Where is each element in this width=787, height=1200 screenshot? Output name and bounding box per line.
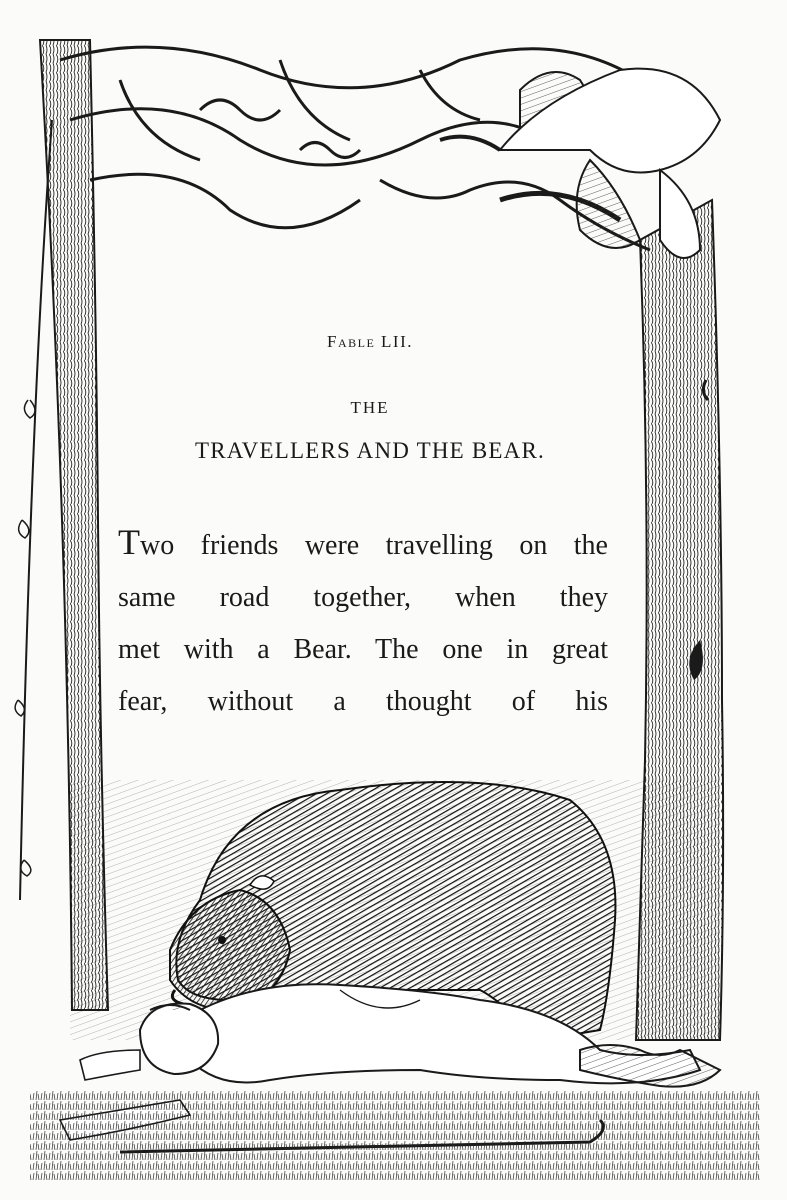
heading-block — [100, 320, 620, 464]
fable-body-text — [118, 516, 608, 728]
body-line: fear, without a thought of his — [118, 686, 608, 717]
ground-grass — [30, 1090, 760, 1180]
title-article: THE — [350, 398, 390, 417]
body-line: met with a Bear. The one in great — [118, 634, 608, 665]
fable-number: Fable LII. — [327, 332, 413, 351]
fable-title: TRAVELLERS AND THE BEAR. — [195, 438, 545, 463]
traveller-in-tree — [440, 69, 720, 258]
body-line: same road together, when they — [118, 582, 608, 613]
body-line: Two friends were travelling on the — [118, 522, 608, 562]
